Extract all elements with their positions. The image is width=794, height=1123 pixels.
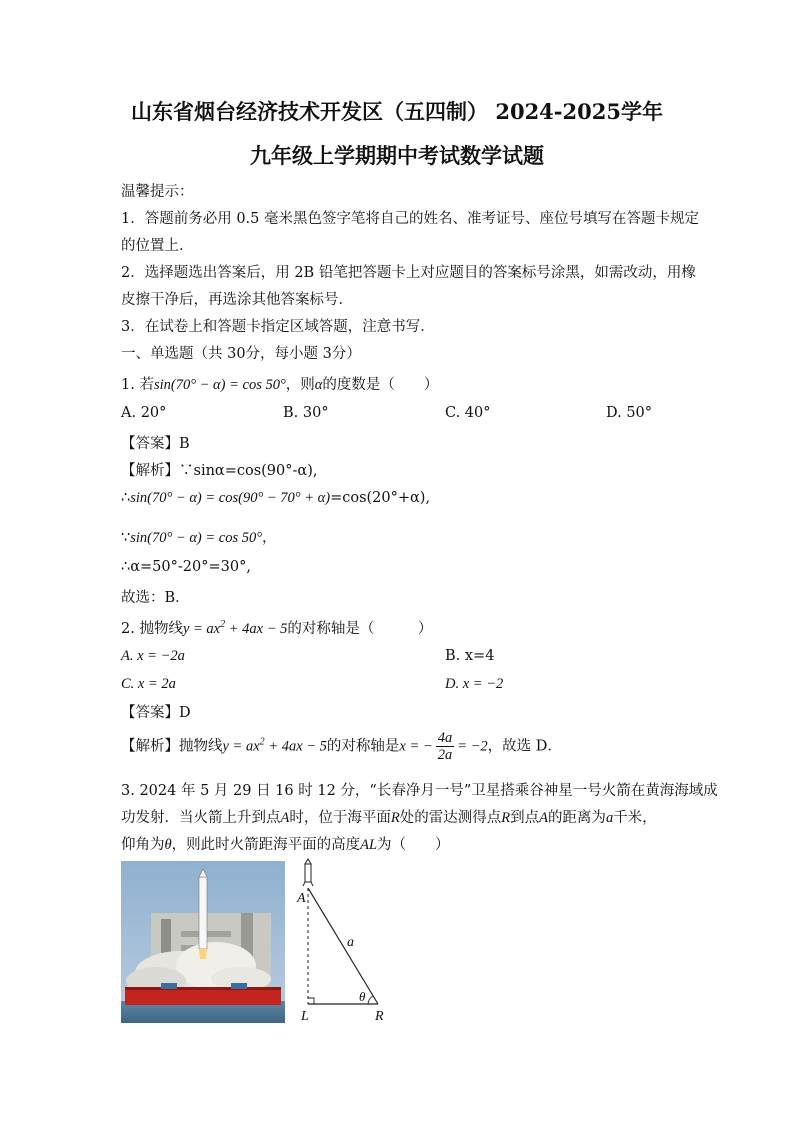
q1-analysis-label: 【解析】 xyxy=(121,463,179,479)
q2-prefix: 2. 抛物线 xyxy=(121,621,183,637)
q1-suffix-b: 的度数是（ ） xyxy=(322,377,439,393)
q2-analysis-expression-rest: + 4ax − 5 xyxy=(264,738,327,755)
q1-variable: α xyxy=(314,377,323,393)
q1-analysis-3 xyxy=(121,526,277,547)
q1-analysis-2 xyxy=(121,490,430,507)
q2-analysis xyxy=(121,730,562,763)
q1-analysis-2-result: =cos(20°+α), xyxy=(330,490,431,506)
q2-analysis-x: x = − xyxy=(399,738,433,755)
q3-line-2-d: 到点 xyxy=(510,810,540,826)
label-a-length: a xyxy=(347,935,354,950)
q2-option-b: B. x=4 xyxy=(445,648,495,664)
label-a-point: A xyxy=(297,891,306,906)
q3-point-r: R xyxy=(390,810,400,826)
q3-point-a: A xyxy=(280,810,290,826)
page-title-line-1: 山东省烟台经济技术开发区（五四制） 2024-2025学年 xyxy=(131,99,663,124)
q1-suffix-a: ，则 xyxy=(285,377,315,393)
q2-suffix: 的对称轴是（ ） xyxy=(287,621,433,637)
tip-2-line-1: 2．选择题选出答案后，用 2B 铅笔把答题卡上对应题目的答案标号涂黑，如需改动，用橡 xyxy=(121,265,696,281)
q3-line-2-e: 的距离为 xyxy=(547,810,606,826)
q2-option-c: C. x = 2a xyxy=(121,676,176,692)
q1-analysis-2-expression: sin(70° − α) = cos(90° − 70° + α) xyxy=(130,490,331,506)
q1-analysis-3-expression: sin(70° − α) = cos 50° xyxy=(130,530,263,546)
triangle-diagram xyxy=(295,858,395,1026)
question-2 xyxy=(121,617,432,638)
q3-line-2-a: 功发射．当火箭上升到点 xyxy=(121,810,281,826)
q2-answer: 【答案】D xyxy=(121,705,191,721)
q1-option-a: A. 20° xyxy=(121,405,167,421)
rocket-icon xyxy=(303,859,313,886)
tip-1-line-2: 的位置上． xyxy=(121,238,194,254)
q3-line-1: 3. 2024 年 5 月 29 日 16 时 12 分，“长春净月一号”卫星搭乘谷神星一号火箭在黄海海域成 xyxy=(121,783,718,799)
q2-superscript: 2 xyxy=(220,619,226,631)
label-r: R xyxy=(375,1009,384,1024)
q2-fraction-denominator: 2a xyxy=(437,747,453,763)
q3-line-2 xyxy=(121,806,657,827)
page-title-line-2: 九年级上学期期中考试数学试题 xyxy=(250,143,544,168)
q3-line-2-f: 千米， xyxy=(613,810,657,826)
q3-line-2-b: 时，位于海平面 xyxy=(289,810,391,826)
right-angle-mark xyxy=(308,998,314,1004)
q3-distance-a: a xyxy=(605,810,614,826)
q1-analysis-2-therefore: ∴ xyxy=(121,490,131,506)
angle-arc xyxy=(368,996,373,1004)
q2-fraction xyxy=(436,730,455,763)
q2-expression-y: y = ax xyxy=(182,621,221,637)
q2-analysis-mid: 的对称轴是 xyxy=(326,738,400,755)
q3-line-3-b: ，则此时火箭距海平面的高度 xyxy=(171,837,361,853)
q1-expression: sin(70° − α) = cos 50° xyxy=(153,377,286,393)
q3-point-r-2: R xyxy=(501,810,511,826)
q2-analysis-label: 【解析】 xyxy=(121,738,179,755)
q1-analysis-line-1: ∵sinα=cos(90°-α), xyxy=(179,463,318,479)
q3-line-3-c: 为（ ） xyxy=(377,837,450,853)
q1-conclusion: 故选：B． xyxy=(121,590,190,606)
q2-analysis-expression-y: y = ax xyxy=(222,738,260,755)
q1-option-c: C. 40° xyxy=(445,405,491,421)
q3-point-a-2: A xyxy=(539,810,548,826)
tip-1-line-1: 1．答题前务必用 0.5 毫米黑色签字笔将自己的姓名、准考证号、座位号填写在答题卡规定 xyxy=(121,211,699,227)
q2-expression-rest: + 4ax − 5 xyxy=(225,621,288,637)
q1-analysis-3-because: ∵ xyxy=(121,530,131,546)
question-1 xyxy=(121,373,438,394)
q3-theta: θ xyxy=(164,837,172,853)
label-theta: θ xyxy=(359,989,366,1004)
q1-option-b: B. 30° xyxy=(283,405,329,421)
q1-analysis-1 xyxy=(121,459,317,480)
tips-heading: 温馨提示： xyxy=(121,184,194,200)
q1-answer: 【答案】B xyxy=(121,436,190,452)
label-l: L xyxy=(301,1009,309,1024)
q3-line-2-c: 处的雷达测得点 xyxy=(399,810,502,826)
rocket-launch-illustration xyxy=(121,861,285,1023)
segment-ar xyxy=(308,888,378,1004)
q2-analysis-end: ，故选 D． xyxy=(487,738,562,755)
q2-option-d: D. x = −2 xyxy=(445,676,504,692)
tip-2-line-2: 皮擦干净后，再选涂其他答案标号． xyxy=(121,292,353,308)
q3-segment-al: AL xyxy=(360,837,378,853)
q2-option-a: A. x = −2a xyxy=(121,648,185,664)
q3-line-3-a: 仰角为 xyxy=(121,837,165,853)
q3-line-3 xyxy=(121,833,450,854)
q1-analysis-4: ∴α=50°-20°=30°, xyxy=(121,559,251,575)
q2-fraction-numerator: 4a xyxy=(437,730,453,746)
q2-analysis-equals: = −2 xyxy=(457,738,488,755)
q2-analysis-text: 抛物线 xyxy=(179,738,223,755)
q1-analysis-3-comma: ， xyxy=(262,530,277,546)
q2-analysis-superscript: 2 xyxy=(259,736,265,748)
q1-prefix: 1. 若 xyxy=(121,377,154,393)
section-heading: 一、单选题（共 30分，每小题 3分） xyxy=(121,346,361,362)
rocket-launch-photo xyxy=(121,861,285,1023)
tip-3: 3．在试卷上和答题卡指定区域答题，注意书写． xyxy=(121,319,435,335)
q1-option-d: D. 50° xyxy=(606,405,653,421)
